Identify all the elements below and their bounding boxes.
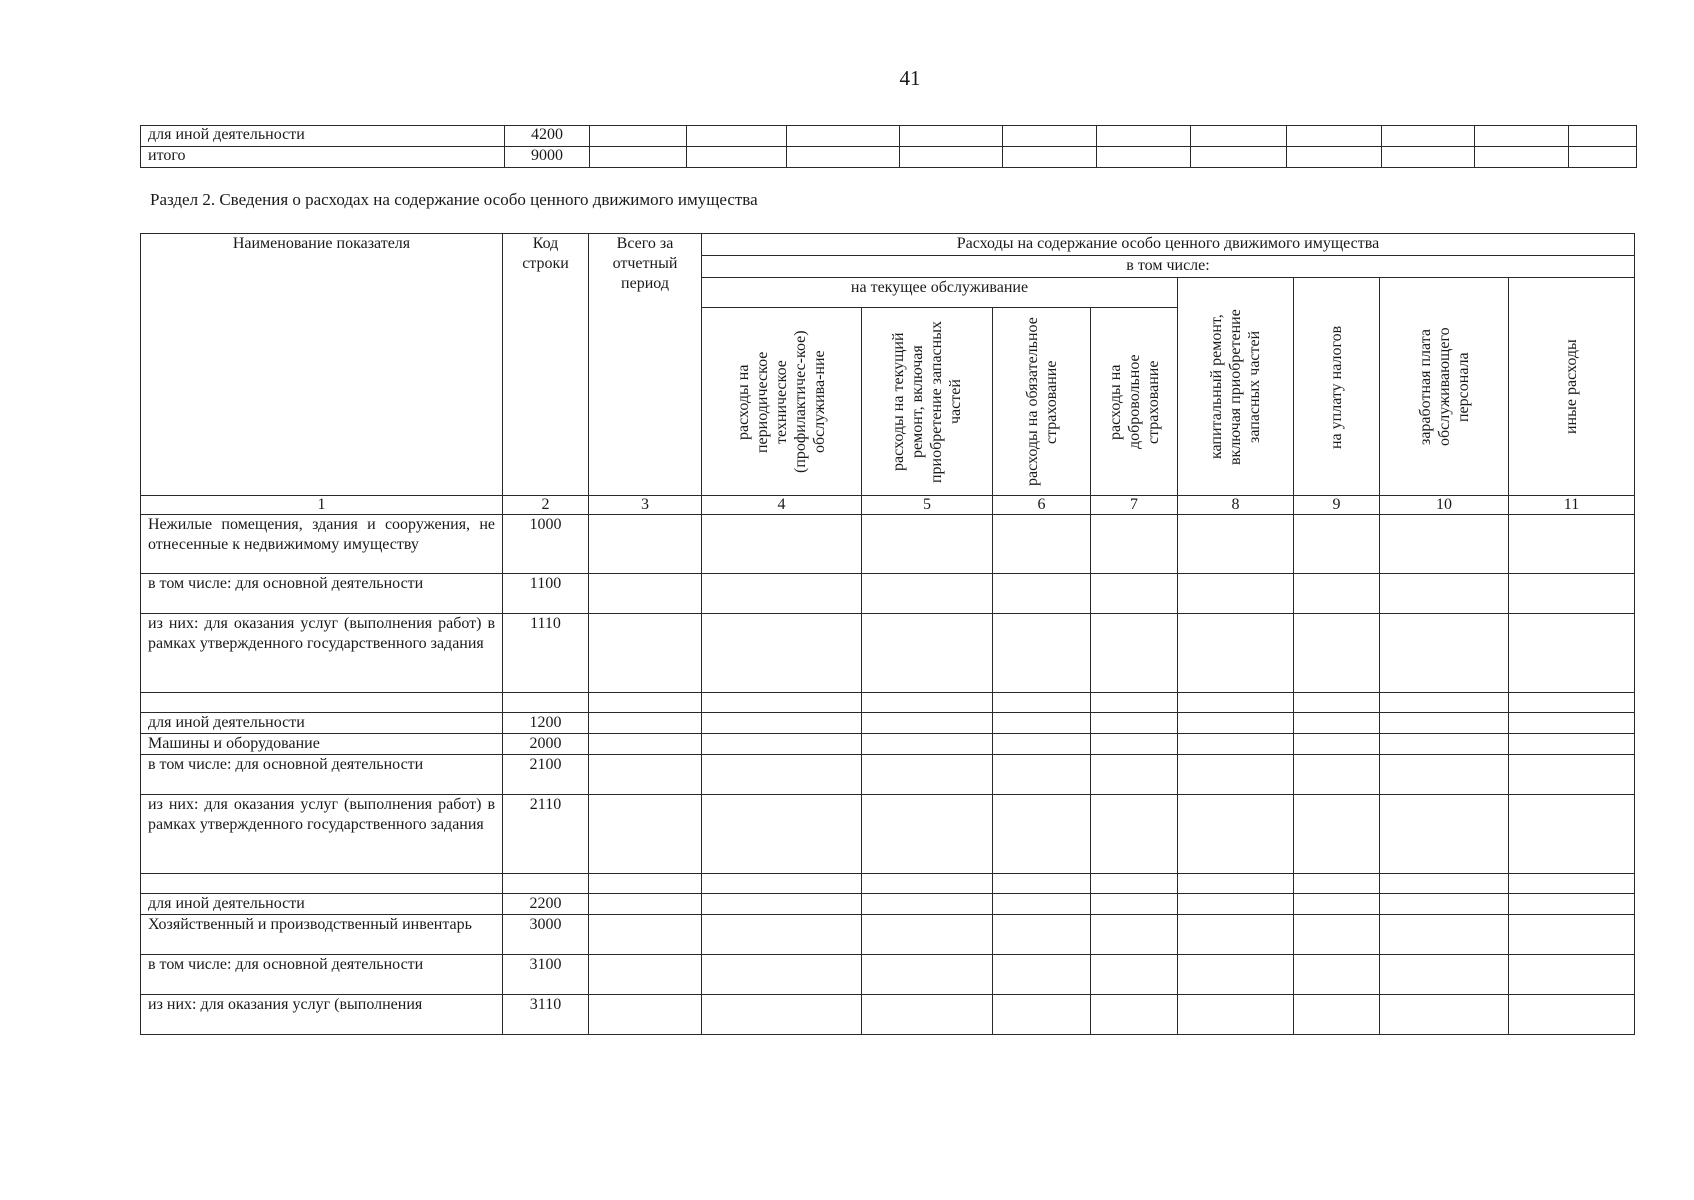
empty-cell <box>702 874 862 894</box>
empty-cell <box>702 693 862 713</box>
empty-cell <box>993 915 1091 955</box>
row-name: в том числе: для основной деятельности <box>141 955 503 995</box>
empty-cell <box>702 795 862 874</box>
empty-cell <box>862 955 993 995</box>
header-col6: расходы на обязательное страхование <box>1023 317 1060 486</box>
empty-cell <box>1509 574 1635 614</box>
empty-cell <box>589 515 702 574</box>
row-name: Машины и оборудование <box>141 734 503 755</box>
empty-cell <box>1191 147 1287 168</box>
header-col4: расходы на периодическое техническое (профилактичес-кое) обслужива-ние <box>735 330 828 473</box>
empty-cell <box>900 147 1003 168</box>
empty-cell <box>1091 874 1178 894</box>
row-code: 3110 <box>503 995 589 1035</box>
table-row <box>141 147 1637 168</box>
empty-cell <box>1294 874 1380 894</box>
table-row <box>141 755 1635 795</box>
empty-cell <box>1091 755 1178 795</box>
table-row <box>141 614 1635 693</box>
row-name: в том числе: для основной деятельности <box>141 574 503 614</box>
empty-cell <box>862 693 993 713</box>
empty-cell <box>1569 147 1637 168</box>
column-number: 2 <box>503 496 589 515</box>
header-code: Код строки <box>503 234 589 496</box>
header-expenses: Расходы на содержание особо ценного движимого имущества <box>702 234 1635 256</box>
table-row <box>141 915 1635 955</box>
empty-cell <box>900 126 1003 147</box>
empty-cell <box>993 574 1091 614</box>
empty-cell <box>1509 755 1635 795</box>
row-code: 3100 <box>503 955 589 995</box>
empty-cell <box>702 734 862 755</box>
table-row <box>141 874 1635 894</box>
empty-cell <box>589 713 702 734</box>
page-number: 41 <box>899 66 921 90</box>
row-code: 1000 <box>503 515 589 574</box>
column-number: 7 <box>1091 496 1178 515</box>
empty-cell <box>1003 147 1097 168</box>
empty-cell <box>1509 995 1635 1035</box>
empty-cell <box>1091 995 1178 1035</box>
row-name: из них: для оказания услуг (выполнения работ) в рамках утвержденного государственного задания <box>141 614 503 693</box>
empty-cell <box>862 755 993 795</box>
header-col11: иные расходы <box>1563 339 1580 434</box>
table-row <box>141 795 1635 874</box>
empty-cell <box>993 693 1091 713</box>
empty-cell <box>1509 955 1635 995</box>
empty-cell <box>993 795 1091 874</box>
column-number: 5 <box>862 496 993 515</box>
row-name <box>141 693 503 713</box>
empty-cell <box>1380 915 1509 955</box>
empty-cell <box>1569 126 1637 147</box>
empty-cell <box>702 574 862 614</box>
empty-cell <box>1475 126 1569 147</box>
row-name: из них: для оказания услуг (выполнения <box>141 995 503 1035</box>
empty-cell <box>862 574 993 614</box>
empty-cell <box>1097 126 1191 147</box>
row-code: 9000 <box>505 147 590 168</box>
empty-cell <box>1287 147 1382 168</box>
expenses-table <box>140 233 1635 1035</box>
row-code: 2100 <box>503 755 589 795</box>
column-number: 9 <box>1294 496 1380 515</box>
empty-cell <box>1380 734 1509 755</box>
empty-cell <box>1380 515 1509 574</box>
empty-cell <box>1475 147 1569 168</box>
section-title: Раздел 2. Сведения о расходах на содержание особо ценного движимого имущества <box>150 190 758 209</box>
empty-cell <box>1380 955 1509 995</box>
row-code: 1100 <box>503 574 589 614</box>
empty-cell <box>862 515 993 574</box>
empty-cell <box>862 734 993 755</box>
table-row <box>141 734 1635 755</box>
empty-cell <box>589 894 702 915</box>
empty-cell <box>1509 734 1635 755</box>
header-including: в том числе: <box>702 256 1635 278</box>
header-col7: расходы на добровольное страхование <box>1106 354 1162 449</box>
empty-cell <box>862 874 993 894</box>
row-code: 3000 <box>503 915 589 955</box>
empty-cell <box>589 574 702 614</box>
row-code <box>503 874 589 894</box>
empty-cell <box>1091 734 1178 755</box>
empty-cell <box>590 126 687 147</box>
continued-table <box>140 125 1637 168</box>
empty-cell <box>1382 126 1475 147</box>
empty-cell <box>1380 755 1509 795</box>
empty-cell <box>702 915 862 955</box>
header-name: Наименование показателя <box>141 234 503 496</box>
column-number: 3 <box>589 496 702 515</box>
column-number: 1 <box>141 496 503 515</box>
empty-cell <box>589 693 702 713</box>
empty-cell <box>589 614 702 693</box>
header-col11-cell <box>1509 278 1635 496</box>
empty-cell <box>702 713 862 734</box>
empty-cell <box>1178 574 1294 614</box>
empty-cell <box>993 995 1091 1035</box>
empty-cell <box>1178 955 1294 995</box>
empty-cell <box>1294 614 1380 693</box>
row-name: Хозяйственный и производственный инвентарь <box>141 915 503 955</box>
empty-cell <box>1294 574 1380 614</box>
empty-cell <box>1294 734 1380 755</box>
empty-cell <box>1178 894 1294 915</box>
row-name <box>141 874 503 894</box>
empty-cell <box>1509 915 1635 955</box>
table-row <box>141 515 1635 574</box>
empty-cell <box>862 795 993 874</box>
empty-cell <box>1509 515 1635 574</box>
empty-cell <box>1178 915 1294 955</box>
empty-cell <box>1380 874 1509 894</box>
empty-cell <box>862 894 993 915</box>
table-row <box>141 894 1635 915</box>
row-name: из них: для оказания услуг (выполнения работ) в рамках утвержденного государственного задания <box>141 795 503 874</box>
empty-cell <box>1191 126 1287 147</box>
empty-cell <box>993 713 1091 734</box>
header-col10-cell <box>1380 278 1509 496</box>
row-code: 2200 <box>503 894 589 915</box>
empty-cell <box>1287 126 1382 147</box>
empty-cell <box>1178 734 1294 755</box>
empty-cell <box>1294 755 1380 795</box>
empty-cell <box>1294 915 1380 955</box>
empty-cell <box>1178 995 1294 1035</box>
empty-cell <box>993 515 1091 574</box>
table-row <box>141 574 1635 614</box>
empty-cell <box>1294 515 1380 574</box>
row-code: 2110 <box>503 795 589 874</box>
empty-cell <box>1294 995 1380 1035</box>
empty-cell <box>1091 955 1178 995</box>
empty-cell <box>1509 693 1635 713</box>
empty-cell <box>1178 874 1294 894</box>
empty-cell <box>1091 515 1178 574</box>
table-row <box>141 713 1635 734</box>
row-name: в том числе: для основной деятельности <box>141 755 503 795</box>
row-name: для иной деятельности <box>141 126 505 147</box>
empty-cell <box>687 126 787 147</box>
empty-cell <box>862 915 993 955</box>
row-code: 2000 <box>503 734 589 755</box>
empty-cell <box>1294 894 1380 915</box>
empty-cell <box>702 995 862 1035</box>
empty-cell <box>589 955 702 995</box>
header-col8-cell <box>1178 278 1294 496</box>
header-col5: расходы на текущий ремонт, включая приобретение запасных частей <box>890 320 964 483</box>
empty-cell <box>993 734 1091 755</box>
row-name: итого <box>141 147 505 168</box>
row-name: для иной деятельности <box>141 713 503 734</box>
empty-cell <box>1091 795 1178 874</box>
empty-cell <box>1380 614 1509 693</box>
empty-cell <box>589 995 702 1035</box>
empty-cell <box>1097 147 1191 168</box>
empty-cell <box>787 126 900 147</box>
column-number-row <box>141 496 1635 515</box>
row-name: Нежилые помещения, здания и сооружения, не отнесенные к недвижимому имуществу <box>141 515 503 574</box>
empty-cell <box>1003 126 1097 147</box>
header-col4-cell <box>702 308 862 496</box>
empty-cell <box>702 894 862 915</box>
empty-cell <box>1091 614 1178 693</box>
empty-cell <box>1380 894 1509 915</box>
column-number: 8 <box>1178 496 1294 515</box>
empty-cell <box>993 614 1091 693</box>
empty-cell <box>862 995 993 1035</box>
empty-cell <box>993 874 1091 894</box>
header-col9: на уплату налогов <box>1328 324 1345 449</box>
table-row <box>141 126 1637 147</box>
empty-cell <box>1294 795 1380 874</box>
empty-cell <box>1380 574 1509 614</box>
empty-cell <box>589 874 702 894</box>
empty-cell <box>589 915 702 955</box>
column-number: 6 <box>993 496 1091 515</box>
header-total: Всего за отчетный период <box>589 234 702 496</box>
header-col6-cell <box>993 308 1091 496</box>
column-number: 10 <box>1380 496 1509 515</box>
empty-cell <box>993 955 1091 995</box>
table-row <box>141 995 1635 1035</box>
empty-cell <box>862 713 993 734</box>
empty-cell <box>1091 915 1178 955</box>
empty-cell <box>702 955 862 995</box>
header-col7-cell <box>1091 308 1178 496</box>
empty-cell <box>1091 894 1178 915</box>
empty-cell <box>590 147 687 168</box>
empty-cell <box>1509 713 1635 734</box>
empty-cell <box>1091 574 1178 614</box>
empty-cell <box>1178 614 1294 693</box>
empty-cell <box>787 147 900 168</box>
empty-cell <box>993 894 1091 915</box>
empty-cell <box>1509 894 1635 915</box>
header-col9-cell <box>1294 278 1380 496</box>
empty-cell <box>1380 693 1509 713</box>
empty-cell <box>702 755 862 795</box>
table-row <box>141 693 1635 713</box>
empty-cell <box>1380 995 1509 1035</box>
row-code: 4200 <box>505 126 590 147</box>
empty-cell <box>862 614 993 693</box>
header-col10: заработная плата обслуживающего персонала <box>1416 327 1472 446</box>
column-number: 11 <box>1509 496 1635 515</box>
column-number: 4 <box>702 496 862 515</box>
empty-cell <box>589 755 702 795</box>
empty-cell <box>1380 713 1509 734</box>
empty-cell <box>1294 713 1380 734</box>
empty-cell <box>1178 755 1294 795</box>
empty-cell <box>589 734 702 755</box>
empty-cell <box>1178 713 1294 734</box>
empty-cell <box>687 147 787 168</box>
empty-cell <box>1509 795 1635 874</box>
empty-cell <box>1178 693 1294 713</box>
empty-cell <box>1382 147 1475 168</box>
row-name: для иной деятельности <box>141 894 503 915</box>
empty-cell <box>1091 713 1178 734</box>
empty-cell <box>589 795 702 874</box>
empty-cell <box>702 614 862 693</box>
empty-cell <box>1380 795 1509 874</box>
table-row <box>141 955 1635 995</box>
empty-cell <box>1178 515 1294 574</box>
empty-cell <box>1509 614 1635 693</box>
empty-cell <box>1294 693 1380 713</box>
empty-cell <box>1178 795 1294 874</box>
row-code: 1200 <box>503 713 589 734</box>
empty-cell <box>702 515 862 574</box>
empty-cell <box>1294 955 1380 995</box>
empty-cell <box>1091 693 1178 713</box>
empty-cell <box>1509 874 1635 894</box>
header-col8: капитальный ремонт, включая приобретение запасных частей <box>1208 308 1263 465</box>
row-code: 1110 <box>503 614 589 693</box>
row-code <box>503 693 589 713</box>
header-col5-cell <box>862 308 993 496</box>
empty-cell <box>993 755 1091 795</box>
header-current-maintenance: на текущее обслуживание <box>702 278 1178 308</box>
